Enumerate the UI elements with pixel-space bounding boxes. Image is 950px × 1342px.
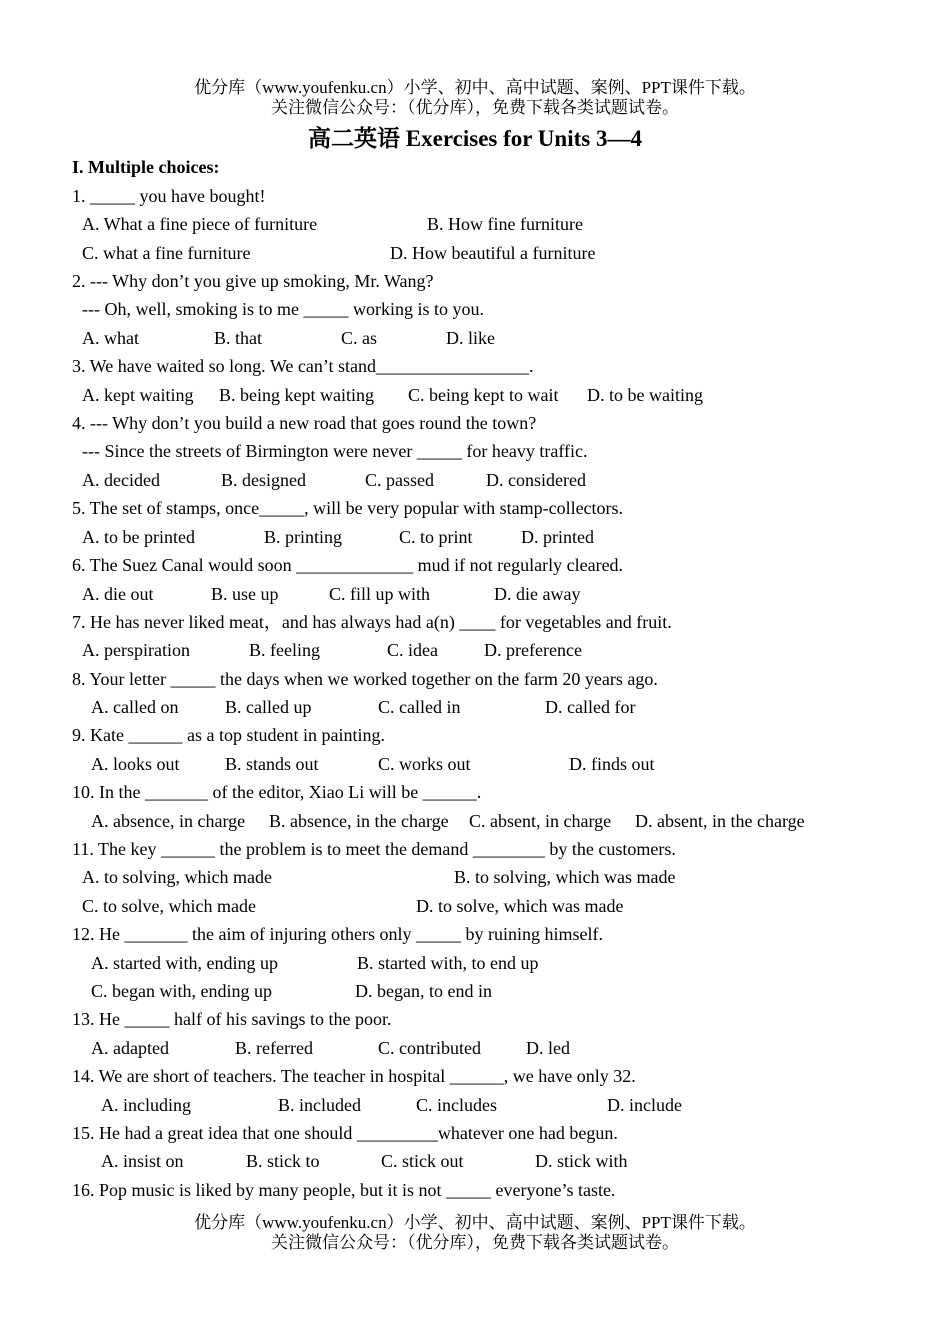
option-a: A. including [101, 1095, 191, 1115]
question-stem: 9. Kate ______ as a top student in painting. [72, 725, 385, 745]
question-stem: 11. The key ______ the problem is to meet the demand ________ by the customers. [72, 839, 676, 859]
option-a: A. what [82, 328, 139, 348]
option-c: C. passed [365, 470, 434, 490]
question-stem: 6. The Suez Canal would soon _____________ mud if not regularly cleared. [72, 555, 624, 575]
option-c: C. to solve, which made [82, 896, 256, 916]
question-stem: 8. Your letter _____ the days when we worked together on the farm 20 years ago. [72, 669, 658, 689]
question-stem: 4. --- Why don’t you build a new road that goes round the town? [72, 413, 537, 433]
option-b: B. stands out [225, 754, 319, 774]
option-a: A. started with, ending up [91, 953, 278, 973]
option-d: D. to be waiting [587, 385, 703, 405]
question-stem: 10. In the _______ of the editor, Xiao Li will be ______. [72, 782, 482, 802]
option-c: C. idea [387, 640, 438, 660]
option-a: A. to be printed [82, 527, 195, 547]
option-c: C. began with, ending up [91, 981, 272, 1001]
option-a: A. What a fine piece of furniture [82, 214, 318, 234]
option-a: A. insist on [101, 1151, 184, 1171]
option-d: D. include [607, 1095, 682, 1115]
page-header-line-1: 优分库（www.youfenku.cn）小学、初中、高中试题、案例、PPT课件下载。 [194, 78, 756, 97]
page-header-line-2: 关注微信公众号：（优分库），免费下载各类试题试卷。 [271, 98, 679, 117]
question-stem-line-2: --- Since the streets of Birmington were never _____ for heavy traffic. [82, 441, 588, 461]
document-title: 高二英语 Exercises for Units 3—4 [308, 126, 642, 151]
option-b: B. absence, in the charge [269, 811, 449, 831]
question-stem: 15. He had a great idea that one should _________whatever one had begun. [72, 1123, 618, 1143]
option-d: D. led [526, 1038, 570, 1058]
section-title: I. Multiple choices: [72, 157, 220, 177]
option-d: D. like [446, 328, 495, 348]
option-c: C. what a fine furniture [82, 243, 251, 263]
option-c: C. called in [378, 697, 461, 717]
option-a: A. decided [82, 470, 160, 490]
option-b: B. that [214, 328, 262, 348]
option-d: D. preference [484, 640, 582, 660]
option-c: C. to print [399, 527, 473, 547]
option-c: C. works out [378, 754, 471, 774]
option-b: B. feeling [249, 640, 320, 660]
question-stem: 7. He has never liked meat，and has always had a(n) ____ for vegetables and fruit. [72, 612, 672, 632]
option-b: B. started with, to end up [357, 953, 539, 973]
option-a: A. called on [91, 697, 179, 717]
option-c: C. being kept to wait [408, 385, 559, 405]
option-d: D. How beautiful a furniture [390, 243, 596, 263]
option-d: D. finds out [569, 754, 655, 774]
option-b: B. being kept waiting [219, 385, 374, 405]
option-a: A. kept waiting [82, 385, 194, 405]
question-stem: 13. He _____ half of his savings to the poor. [72, 1009, 392, 1029]
question-stem: 14. We are short of teachers. The teacher in hospital ______, we have only 32. [72, 1066, 636, 1086]
page-footer-line-1: 优分库（www.youfenku.cn）小学、初中、高中试题、案例、PPT课件下载。 [194, 1213, 756, 1232]
option-b: B. use up [211, 584, 279, 604]
page-footer-line-2: 关注微信公众号：（优分库），免费下载各类试题试卷。 [271, 1233, 679, 1252]
option-c: C. contributed [378, 1038, 481, 1058]
option-b: B. to solving, which was made [454, 867, 676, 887]
option-c: C. fill up with [329, 584, 431, 604]
option-b: B. stick to [246, 1151, 320, 1171]
question-stem: 2. --- Why don’t you give up smoking, Mr. Wang? [72, 271, 434, 291]
option-d: D. absent, in the charge [635, 811, 805, 831]
option-b: B. printing [264, 527, 343, 547]
option-d: D. die away [494, 584, 581, 604]
option-b: B. How fine furniture [427, 214, 583, 234]
option-a: A. absence, in charge [91, 811, 246, 831]
option-b: B. designed [221, 470, 306, 490]
option-c: C. absent, in charge [469, 811, 612, 831]
question-stem: 12. He _______ the aim of injuring others only _____ by ruining himself. [72, 924, 603, 944]
question-stem: 3. We have waited so long. We can’t stand_________________. [72, 356, 534, 376]
option-d: D. printed [521, 527, 594, 547]
option-d: D. stick with [535, 1151, 628, 1171]
option-d: D. began, to end in [355, 981, 492, 1001]
option-d: D. to solve, which was made [416, 896, 624, 916]
option-c: C. stick out [381, 1151, 464, 1171]
option-a: A. perspiration [82, 640, 190, 660]
option-a: A. looks out [91, 754, 180, 774]
option-b: B. called up [225, 697, 312, 717]
question-stem: 16. Pop music is liked by many people, but it is not _____ everyone’s taste. [72, 1180, 616, 1200]
question-stem-line-2: --- Oh, well, smoking is to me _____ working is to you. [82, 299, 484, 319]
option-a: A. to solving, which made [82, 867, 272, 887]
option-c: C. includes [416, 1095, 497, 1115]
option-d: D. called for [545, 697, 636, 717]
option-c: C. as [341, 328, 377, 348]
option-a: A. adapted [91, 1038, 169, 1058]
option-a: A. die out [82, 584, 154, 604]
option-d: D. considered [486, 470, 586, 490]
question-stem: 5. The set of stamps, once_____, will be very popular with stamp-collectors. [72, 498, 624, 518]
question-stem: 1. _____ you have bought! [72, 186, 266, 206]
option-b: B. referred [235, 1038, 313, 1058]
option-b: B. included [278, 1095, 361, 1115]
